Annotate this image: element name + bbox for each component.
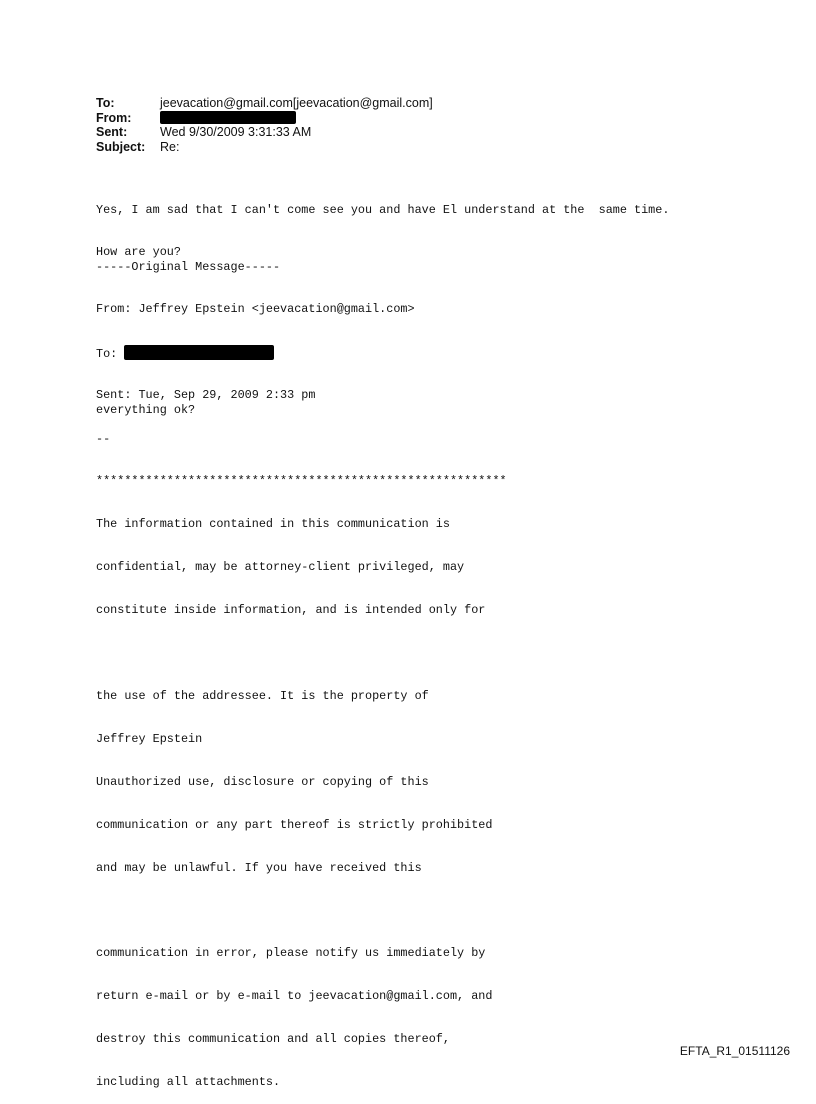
- from-label: From:: [96, 110, 132, 125]
- disclaimer-line: communication or any part thereof is strictly prohibited: [96, 817, 493, 832]
- subject-row: [96, 140, 433, 155]
- message-text: everything ok?: [96, 402, 196, 417]
- signature-dashes: --: [96, 431, 111, 446]
- disclaimer-line: The information contained in this communication is: [96, 517, 450, 532]
- disclaimer-line: [96, 646, 507, 660]
- original-from: From: Jeffrey Epstein <jeevacation@gmail.com>: [96, 302, 415, 317]
- to-label: To:: [96, 96, 115, 110]
- disclaimer-line: [96, 903, 507, 917]
- signature-stars: **********************************************************: [96, 474, 507, 489]
- original-separator: -----Original Message-----: [96, 259, 281, 274]
- subject-value: Re:: [160, 139, 180, 154]
- to-value: jeevacation@gmail.com[jeevacation@gmail.com]: [160, 96, 433, 110]
- disclaimer-line: communication in error, please notify us immediately by: [96, 946, 486, 961]
- sent-value: Wed 9/30/2009 3:31:33 AM: [160, 125, 312, 139]
- signature-block: [96, 403, 507, 1104]
- disclaimer-line: Jeffrey Epstein: [96, 731, 203, 746]
- original-sent: Sent: Tue, Sep 29, 2009 2:33 pm: [96, 388, 316, 403]
- disclaimer-line: and may be unlawful. If you have received this: [96, 860, 422, 875]
- disclaimer-line: destroy this communication and all copies thereof,: [96, 1032, 450, 1047]
- original-to-label: To:: [96, 347, 118, 362]
- body-line: How are you?: [96, 245, 181, 260]
- body-line: Yes, I am sad that I can't come see you and have El understand at the same time.: [96, 202, 670, 217]
- disclaimer-line: return e-mail or by e-mail to jeevacation@gmail.com, and: [96, 989, 493, 1004]
- to-row: [96, 96, 433, 111]
- from-row: [96, 111, 433, 126]
- email-header: [96, 96, 433, 154]
- disclaimer-line: confidential, may be attorney-client privileged, may: [96, 560, 465, 575]
- from-redaction: [160, 111, 296, 124]
- disclaimer-line: the use of the addressee. It is the property of: [96, 688, 429, 703]
- original-to-row: [96, 345, 415, 362]
- subject-label: Subject:: [96, 139, 146, 154]
- original-to-redaction: [124, 345, 274, 360]
- disclaimer-line: constitute inside information, and is intended only for: [96, 603, 486, 618]
- disclaimer-line: including all attachments.: [96, 1074, 281, 1089]
- sent-row: [96, 125, 433, 140]
- document-id: EFTA_R1_01511126: [679, 1044, 790, 1058]
- disclaimer-line: Unauthorized use, disclosure or copying of this: [96, 774, 429, 789]
- sent-label: Sent:: [96, 125, 128, 139]
